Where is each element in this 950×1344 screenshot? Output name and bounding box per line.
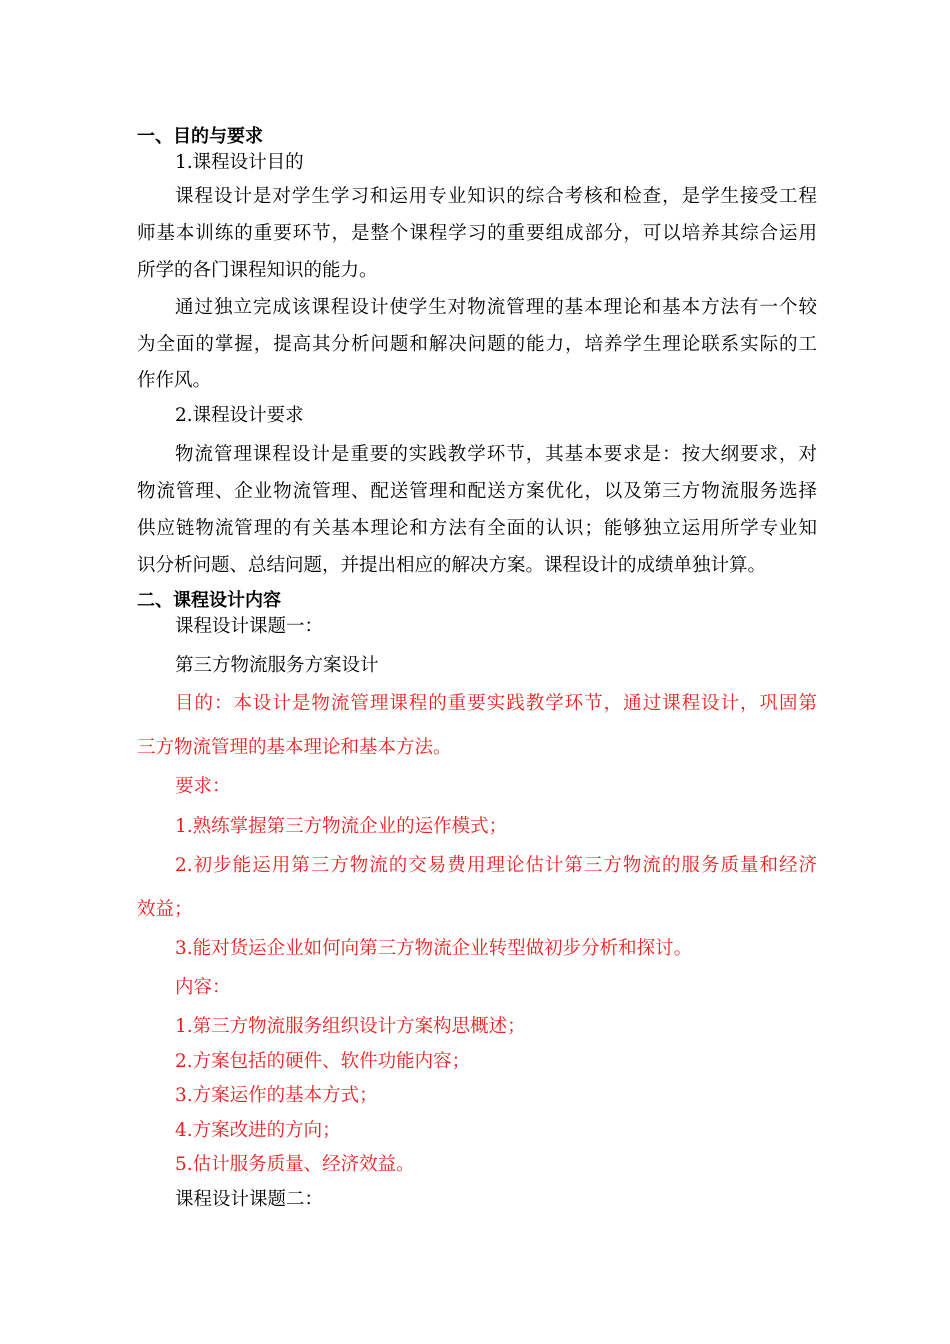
requirement-item: 3.能对货运企业如何向第三方物流企业转型做初步分析和探讨。 [175,938,693,959]
paragraph-line: 师基本训练的重要环节，是整个课程学习的重要组成部分，可以培养其综合运用 [137,223,817,244]
subheading-design-purpose: 1.课程设计目的 [175,152,304,173]
purpose-line: 目的：本设计是物流管理课程的重要实践教学环节，通过课程设计，巩固第 [175,693,817,714]
paragraph-line: 识分析问题、总结问题，并提出相应的解决方案。课程设计的成绩单独计算。 [137,555,767,576]
content-label: 内容： [175,977,231,998]
requirement-item-continued: 效益； [137,899,193,920]
content-item: 1.第三方物流服务组织设计方案构思概述； [175,1016,526,1037]
paragraph-line: 物流管理、企业物流管理、配送管理和配送方案优化，以及第三方物流服务选择 [137,481,817,502]
content-item: 4.方案改进的方向； [175,1120,341,1141]
section-heading-content: 二、课程设计内容 [137,590,281,611]
content-item: 3.方案运作的基本方式； [175,1085,378,1106]
paragraph-line: 作作风。 [137,370,212,391]
paragraph-line: 物流管理课程设计是重要的实践教学环节，其基本要求是：按大纲要求，对 [175,444,817,465]
content-item: 2.方案包括的硬件、软件功能内容； [175,1051,471,1072]
topic-one-title: 第三方物流服务方案设计 [175,655,379,676]
paragraph-line: 所学的各门课程知识的能力。 [137,260,378,281]
topic-two-label: 课程设计课题二： [175,1189,324,1210]
requirement-item: 2.初步能运用第三方物流的交易费用理论估计第三方物流的服务质量和经济 [175,855,817,876]
requirements-label: 要求： [175,776,231,797]
content-item: 5.估计服务质量、经济效益。 [175,1154,415,1175]
purpose-line: 三方物流管理的基本理论和基本方法。 [137,737,452,758]
paragraph-line: 为全面的掌握，提高其分析问题和解决问题的能力，培养学生理论联系实际的工 [137,334,817,355]
paragraph-line: 通过独立完成该课程设计使学生对物流管理的基本理论和基本方法有一个较 [175,297,817,318]
section-heading-purpose: 一、目的与要求 [137,126,263,147]
paragraph-line: 供应链物流管理的有关基本理论和方法有全面的认识；能够独立运用所学专业知 [137,518,817,539]
topic-one-label: 课程设计课题一： [175,616,324,637]
requirement-item: 1.熟练掌握第三方物流企业的运作模式； [175,816,508,837]
paragraph-line: 课程设计是对学生学习和运用专业知识的综合考核和检查，是学生接受工程 [175,186,817,207]
subheading-design-requirements: 2.课程设计要求 [175,405,304,426]
